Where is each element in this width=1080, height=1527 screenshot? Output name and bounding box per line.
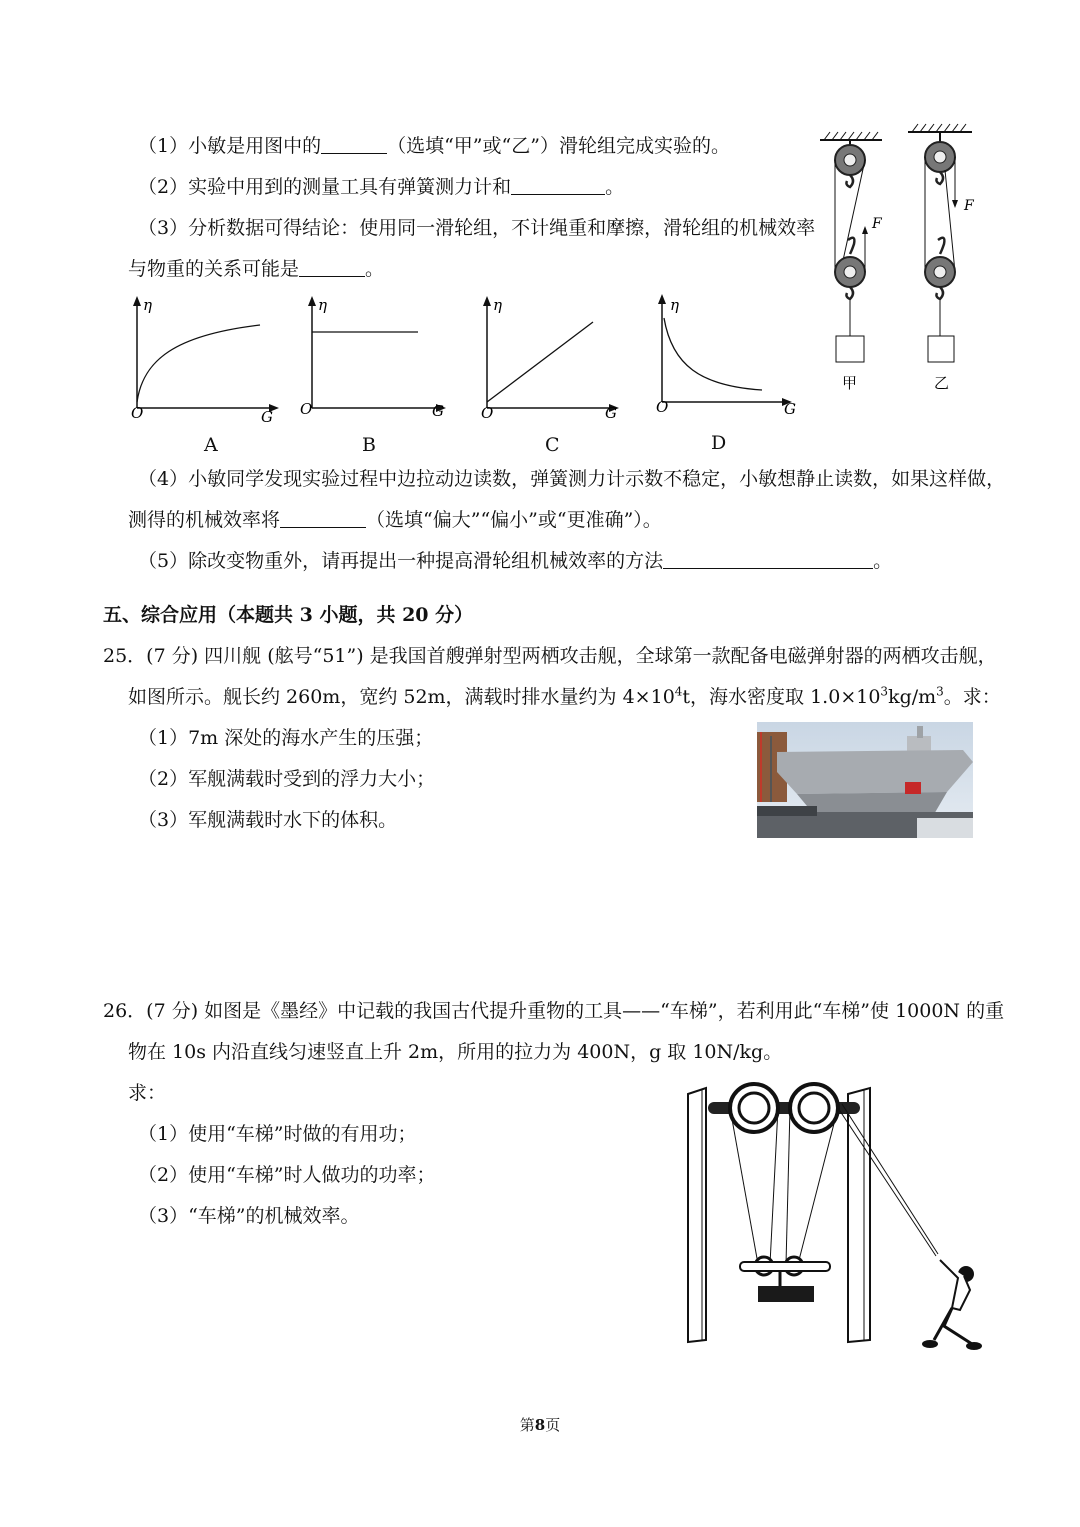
- label-jia: 甲: [842, 374, 858, 392]
- q24-part5: （5）除改变物重外，请再提出一种提高滑轮组机械效率的方法 。: [138, 550, 893, 572]
- q25-line1: 25．(7 分) 四川舰 (舷号“51”) 是我国首艘弹射型两栖攻击舰，全球第一款配备电磁弹射器的两栖攻击舰，: [103, 645, 997, 667]
- answer-blank[interactable]: [511, 174, 605, 195]
- graph-option-d: D: [711, 432, 727, 454]
- q26-sub2: （2）使用“车梯”时人做功的功率；: [138, 1164, 436, 1186]
- q26-ask: 求：: [128, 1082, 167, 1104]
- x-axis-label: G: [261, 408, 273, 426]
- force-label: F: [872, 216, 882, 232]
- graph-c: [475, 290, 635, 430]
- q26-sub3: （3）“车梯”的机械效率。: [138, 1205, 360, 1227]
- q24-part4-line2: 测得的机械效率将 （选填“偏大”“偏小”或“更准确”）。: [128, 509, 662, 531]
- origin-label: O: [481, 404, 494, 422]
- y-axis-label: η: [493, 296, 502, 314]
- y-axis-label: η: [143, 296, 152, 314]
- graph-a: [125, 290, 285, 430]
- q24-part3-line1: （3）分析数据可得结论：使用同一滑轮组，不计绳重和摩擦，滑轮组的机械效率: [138, 217, 816, 239]
- q25-sub3: （3）军舰满载时水下的体积。: [138, 809, 398, 831]
- origin-label: O: [656, 398, 669, 416]
- graph-b: [300, 290, 460, 430]
- origin-label: O: [300, 400, 313, 418]
- q24-part3-line2: 与物重的关系可能是 。: [128, 258, 385, 280]
- q25-line2: 如图所示。舰长约 260m，宽约 52m，满载时排水量约为 $4\times 10^4t$，海水密度取 $1.0\times 10^3kg/m^3$。求：: [128, 684, 1001, 708]
- q25-sub2: （2）军舰满载时受到的浮力大小；: [138, 768, 436, 790]
- x-axis-label: G: [784, 400, 796, 418]
- q25-sub1: （1）7m 深处的海水产生的压强；: [138, 727, 434, 749]
- cheti-illustration: [682, 1078, 982, 1362]
- label-yi: 乙: [934, 374, 950, 392]
- q24-part1: （1）小敏是用图中的 （选填“甲”或“乙”）滑轮组完成实验的。: [138, 135, 730, 157]
- x-axis-label: G: [605, 404, 617, 422]
- x-axis-label: G: [432, 402, 444, 420]
- y-axis-label: η: [318, 296, 327, 314]
- pulley-diagram: [812, 122, 990, 402]
- y-axis-label: η: [670, 296, 679, 314]
- q26-line1: 26．(7 分) 如图是《墨经》中记载的我国古代提升重物的工具——“车梯”，若利用此“车梯”使 1000N 的重: [103, 1000, 1005, 1022]
- force-label: F: [964, 198, 974, 214]
- page-number: 第8页: [519, 1416, 561, 1434]
- q26-line2: 物在 10s 内沿直线匀速竖直上升 2m，所用的拉力为 400N，g 取 10N/kg。: [128, 1041, 783, 1063]
- q24-part2: （2）实验中用到的测量工具有弹簧测力计和 。: [138, 176, 625, 198]
- answer-blank[interactable]: [321, 133, 387, 154]
- graph-option-b: B: [362, 434, 376, 456]
- answer-blank[interactable]: [280, 507, 366, 528]
- answer-blank[interactable]: [663, 548, 873, 569]
- graph-option-c: C: [545, 434, 560, 456]
- q24-part4-line1: （4）小敏同学发现实验过程中边拉动边读数，弹簧测力计示数不稳定，小敏想静止读数，如果这样做，: [138, 468, 1006, 490]
- origin-label: O: [131, 404, 144, 422]
- warship-photo: [757, 722, 973, 838]
- graph-option-a: A: [204, 434, 218, 456]
- q26-sub1: （1）使用“车梯”时做的有用功；: [138, 1123, 417, 1145]
- graph-d: [650, 290, 810, 430]
- section-title: 五、综合应用（本题共 3 小题，共 20 分）: [103, 604, 474, 626]
- answer-blank[interactable]: [299, 256, 365, 277]
